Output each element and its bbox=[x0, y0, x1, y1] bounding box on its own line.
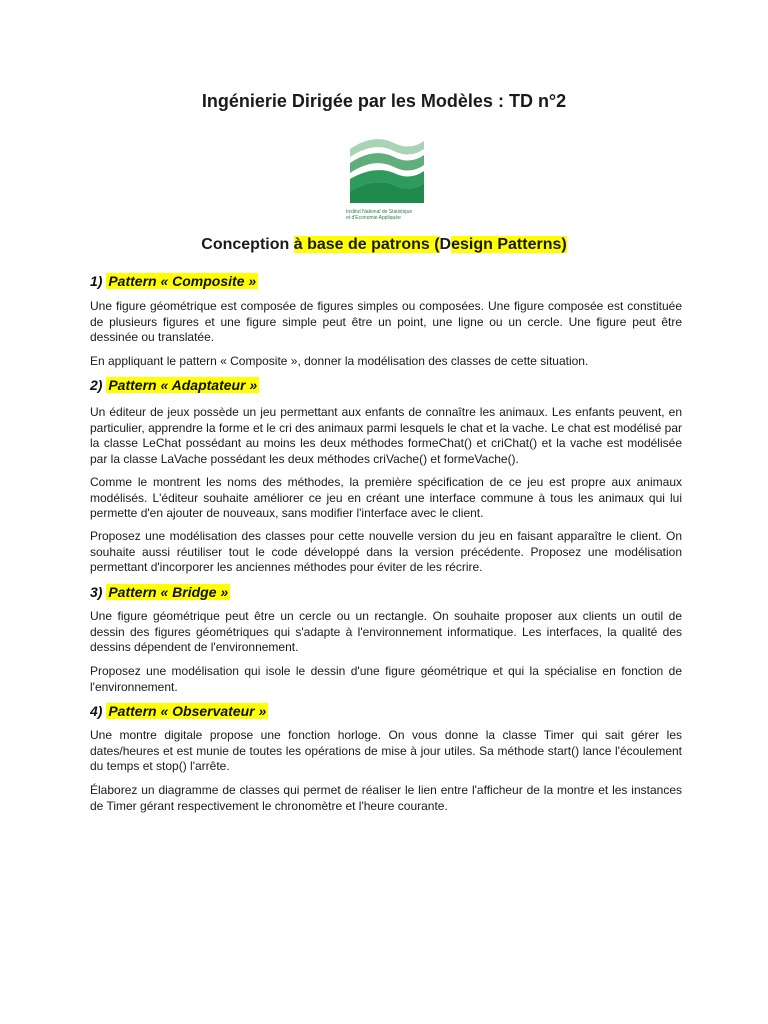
section-label: Pattern « Observateur » bbox=[108, 703, 267, 719]
section-heading-composite bbox=[90, 273, 258, 289]
paragraph: Élaborez un diagramme de classes qui permet de réaliser le lien entre l'afficheur de la montre et les instances de Timer gérant respectivement le chronomètre et l'heure courante. bbox=[90, 783, 682, 813]
document-subtitle bbox=[0, 236, 768, 254]
section-label: Pattern « Bridge » bbox=[108, 584, 229, 600]
section-number: 3) bbox=[90, 584, 107, 600]
subtitle-part3: D bbox=[439, 236, 452, 253]
paragraph: Proposez une modélisation qui isole le dessin d'une figure géométrique et qui la spécialise en fonction de l'environnement. bbox=[90, 664, 682, 694]
paragraph: Une figure géométrique peut être un cercle ou un rectangle. On souhaite proposer aux clients un outil de dessin des figures géométriques qui s'adapte à l'environnement informatique. Les interfaces, la qualité des dessins dépendent de l'environnement. bbox=[90, 609, 682, 654]
section-heading-bridge bbox=[90, 584, 230, 600]
logo-graphic bbox=[344, 135, 430, 207]
paragraph: Une figure géométrique est composée de figures simples ou composées. Une figure composée est constituée de plusieurs figures et une figure simple peut être un point, une ligne ou un cercle. Une figure peut être dessinée ou translatée. bbox=[90, 299, 682, 344]
section-label: Pattern « Adaptateur » bbox=[108, 377, 258, 393]
paragraph: Un éditeur de jeux possède un jeu permettant aux enfants de connaître les animaux. Les enfants peuvent, en particulier, apprendre la forme et le cri des animaux parmi lesquels le chat et la vache. Le chat est modélisé par la classe LeChat possédant au moins les deux méthodes formeChat() et criChat() et la vache est modélisée par la classe LaVache possédant les deux méthodes criVache() et formeVache(). bbox=[90, 405, 682, 466]
paragraph: Comme le montrent les noms des méthodes, la première spécification de ce jeu est propre aux animaux modélisés. L'éditeur souhaite améliorer ce jeu en créant une interface commune à tous les animaux qui lui permette d'en ajouter de nouveaux, sans modifier l'interface avec le client. bbox=[90, 475, 682, 520]
section-number: 2) bbox=[90, 377, 107, 393]
section-number: 1) bbox=[90, 273, 107, 289]
paragraph: En appliquant le pattern « Composite », donner la modélisation des classes de cette situation. bbox=[90, 354, 589, 368]
logo-caption bbox=[344, 209, 430, 221]
subtitle-part1: Conception bbox=[201, 236, 294, 253]
document-title: Ingénierie Dirigée par les Modèles : TD n°2 bbox=[201, 91, 567, 111]
insea-logo bbox=[344, 135, 430, 225]
logo-caption-line1: Institut National de Statistique bbox=[346, 209, 413, 215]
section-heading-adaptateur bbox=[90, 377, 259, 393]
subtitle-part4: esign Patterns) bbox=[451, 236, 567, 253]
paragraph: Une montre digitale propose une fonction horloge. On vous donne la classe Timer qui sait gérer les dates/heures et est munie de toutes les opérations de mise à jour utiles. Sa méthode start() lance l'écoulement du temps et stop() l'arrête. bbox=[90, 728, 682, 773]
section-label: Pattern « Composite » bbox=[108, 273, 257, 289]
paragraph: Proposez une modélisation des classes pour cette nouvelle version du jeu en faisant apparaître le client. On souhaite aussi réutiliser tout le code développé dans la version précédente. Proposez une modélisation permettant d'incorporer les anciennes méthodes pour éviter de les récrire. bbox=[90, 529, 682, 574]
subtitle-part2: à base de patrons ( bbox=[293, 236, 440, 253]
logo-caption-line2: et d'Economie Appliquée bbox=[346, 215, 401, 221]
section-number: 4) bbox=[90, 703, 107, 719]
section-heading-observateur bbox=[90, 703, 268, 719]
